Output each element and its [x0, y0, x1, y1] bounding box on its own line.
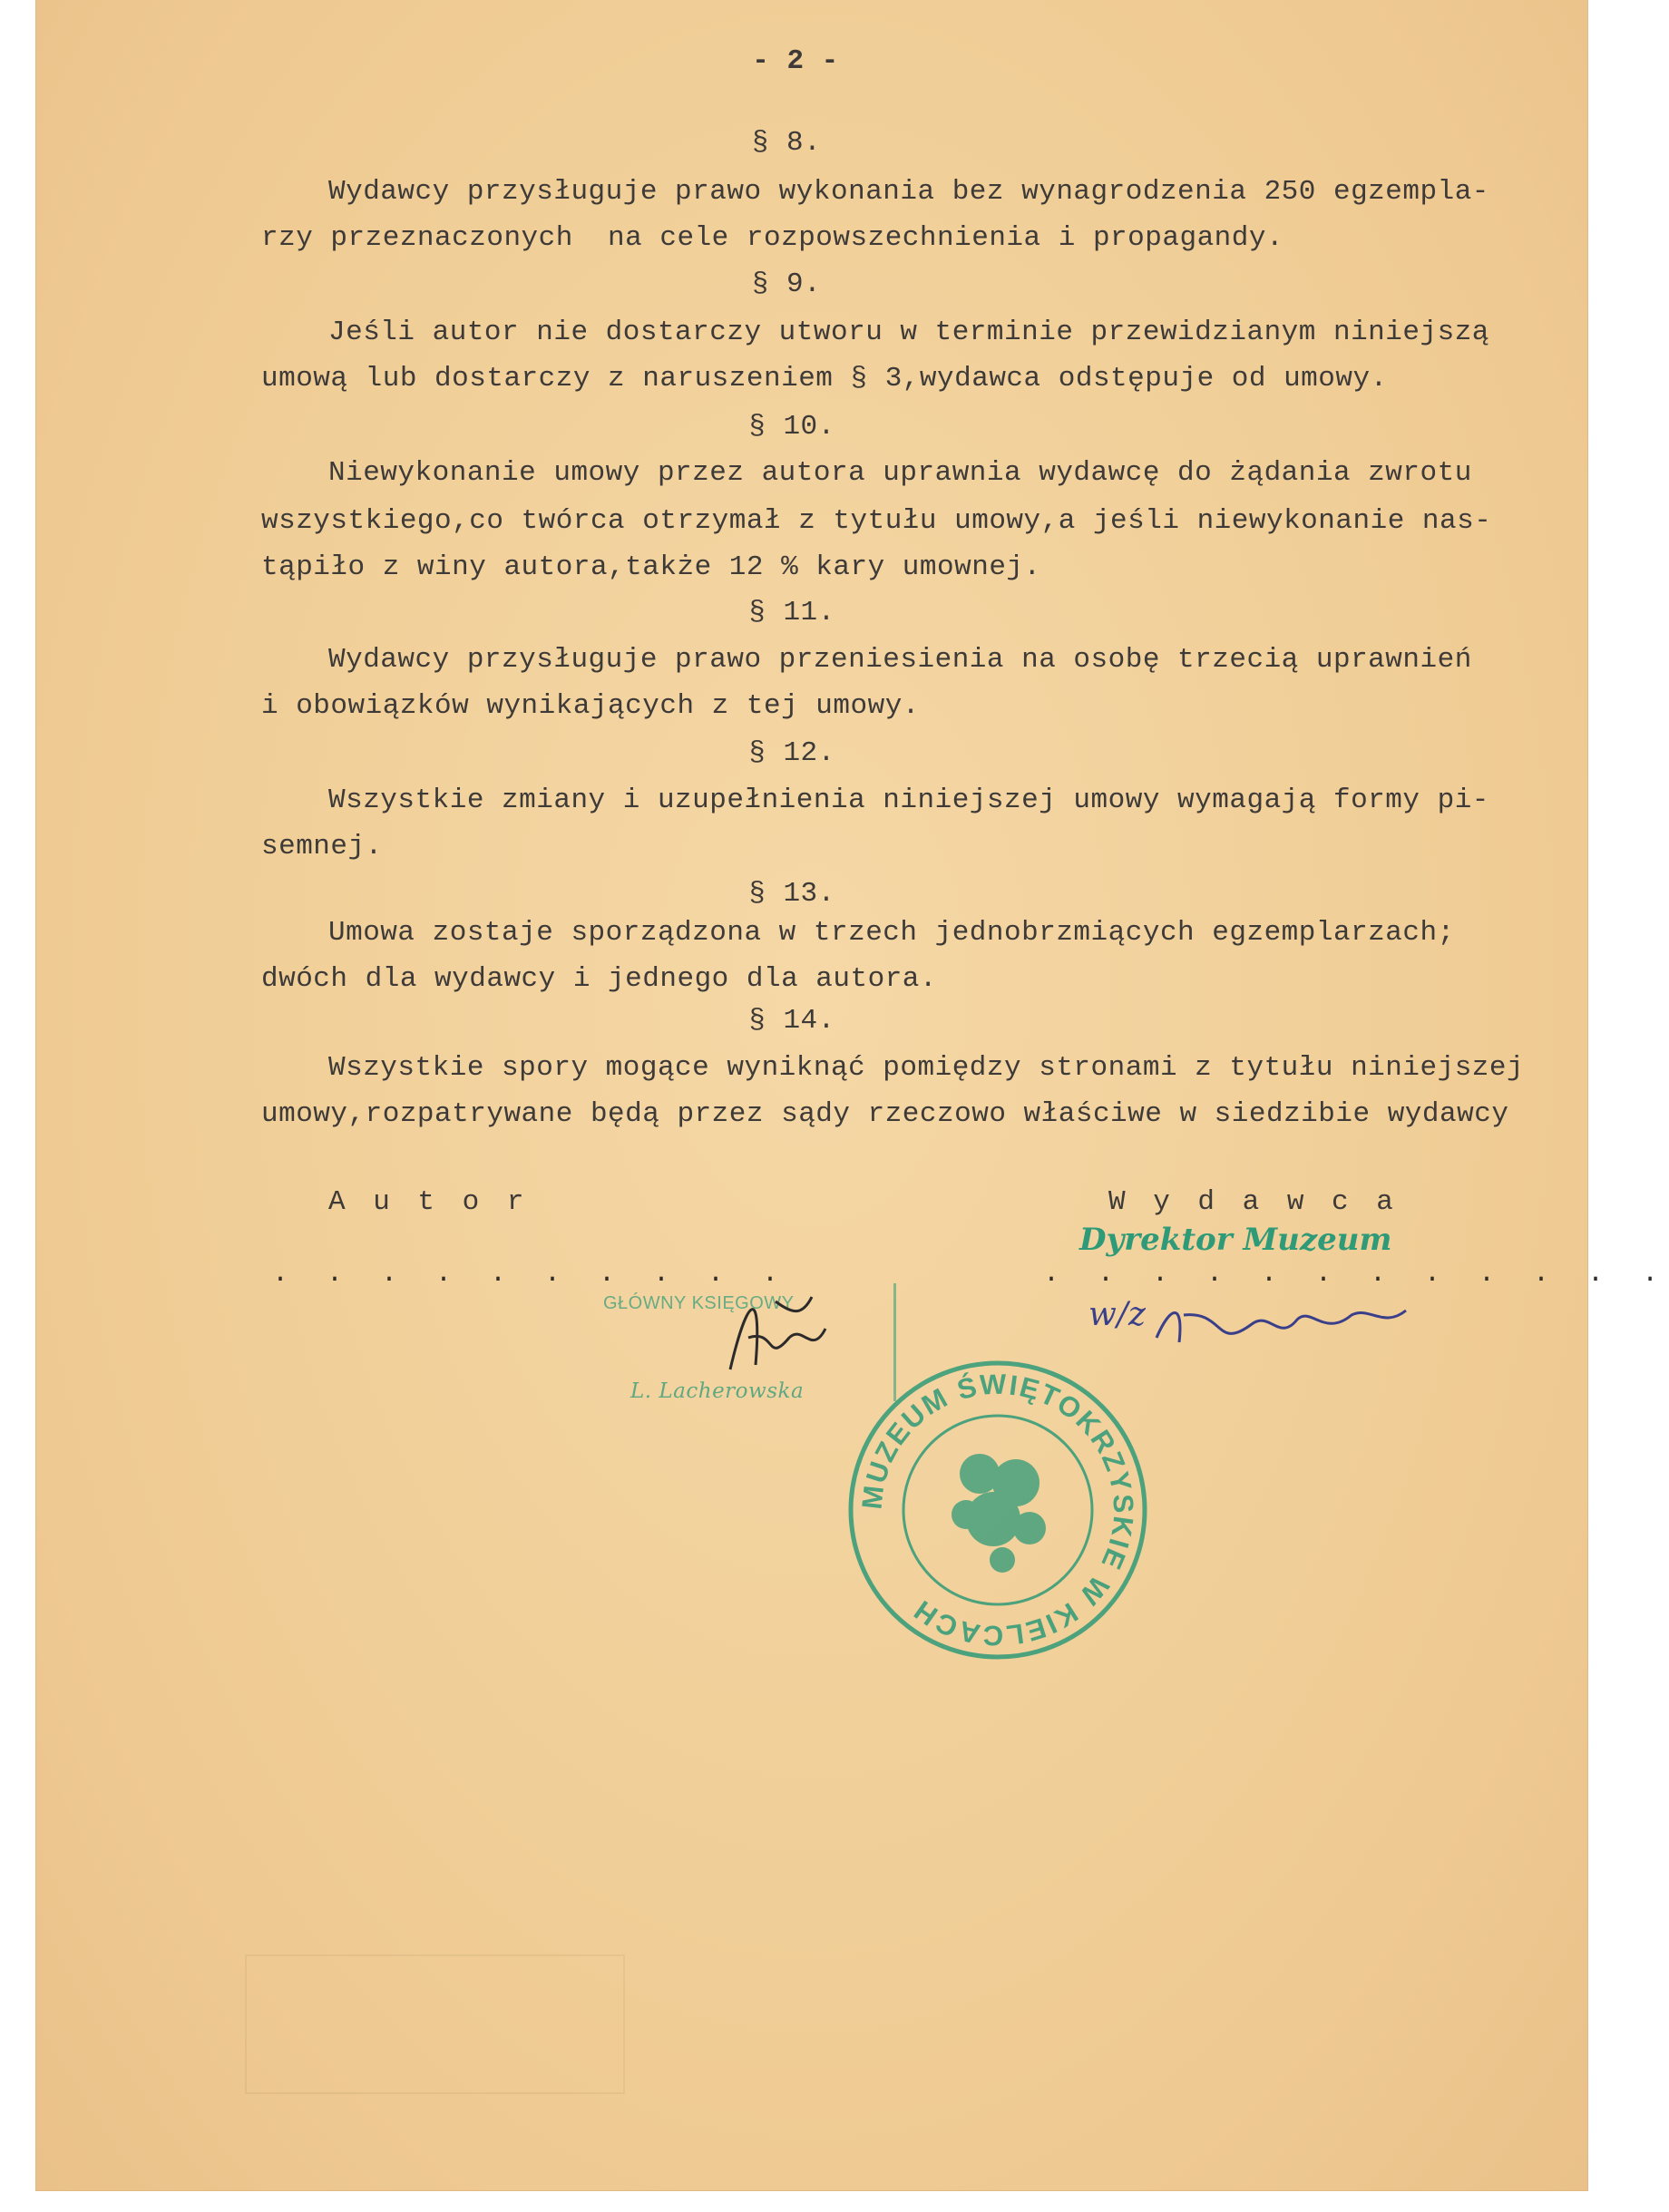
accountant-title: GŁÓWNY KSIĘGOWY — [603, 1293, 795, 1313]
faint-show-through-box — [245, 1954, 625, 2094]
section-heading: § 10. — [748, 411, 835, 443]
publisher-label: W y d a w c a — [1108, 1186, 1399, 1218]
section-line: rzy przeznaczonych na cele rozpowszechnienia i propagandy. — [261, 222, 1284, 254]
section-line: umowy,rozpatrywane będą przez sądy rzeczowo właściwe w siedzibie wydawcy — [261, 1098, 1509, 1130]
author-signature-line: . . . . . . . . . . — [272, 1259, 790, 1290]
section-heading: § 12. — [748, 737, 835, 769]
section-line: semnej. — [261, 831, 383, 862]
section-line: Wydawcy przysługuje prawo wykonania bez wynagrodzenia 250 egzempla- — [328, 176, 1489, 208]
author-label: A u t o r — [328, 1186, 530, 1218]
section-line: i obowiązków wynikających z tej umowy. — [261, 690, 920, 722]
section-line: Umowa zostaje sporządzona w trzech jednobrzmiących egzemplarzach; — [328, 917, 1455, 949]
section-line: Jeśli autor nie dostarczy utworu w terminie przewidzianym niniejszą — [328, 317, 1489, 348]
section-heading: § 14. — [748, 1005, 835, 1037]
section-line: Wszystkie spory mogące wyniknąć pomiędzy stronami z tytułu niniejszej — [328, 1052, 1525, 1084]
seal-text: MUZEUM ŚWIĘTOKRZYSKIE W KIELCACH — [855, 1368, 1140, 1652]
section-line: Wszystkie zmiany i uzupełnienia niniejszej umowy wymagają formy pi- — [328, 784, 1489, 816]
section-line: Wydawcy przysługuje prawo przeniesienia na osobę trzecią uprawnień — [328, 644, 1472, 676]
section-line: umową lub dostarczy z naruszeniem § 3,wydawca odstępuje od umowy. — [261, 363, 1388, 395]
page-number: - 2 - — [752, 45, 839, 77]
section-line: dwóch dla wydawcy i jednego dla autora. — [261, 963, 938, 995]
section-line: tąpiło z winy autora,także 12 % kary umownej. — [261, 551, 1041, 583]
section-heading: § 9. — [751, 268, 822, 300]
section-line: wszystkiego,co twórca otrzymał z tytułu umowy,a jeśli niewykonanie nas- — [261, 505, 1492, 537]
publisher-signature-line: . . . . . . . . . . . . — [1043, 1259, 1669, 1290]
museum-seal — [844, 1356, 1152, 1664]
document-page — [36, 0, 1669, 2190]
accountant-signature — [712, 1283, 830, 1383]
director-stamp: Dyrektor Muzeum — [1079, 1222, 1392, 1258]
director-signature-scribble — [1143, 1288, 1433, 1360]
director-signature: w/z — [1088, 1296, 1147, 1333]
section-heading: § 11. — [748, 597, 835, 629]
section-line: Niewykonanie umowy przez autora uprawnia wydawcę do żądania zwrotu — [328, 457, 1472, 489]
section-heading: § 13. — [748, 878, 835, 910]
accountant-name: L. Lacherowska — [630, 1379, 805, 1403]
section-heading: § 8. — [751, 127, 822, 159]
